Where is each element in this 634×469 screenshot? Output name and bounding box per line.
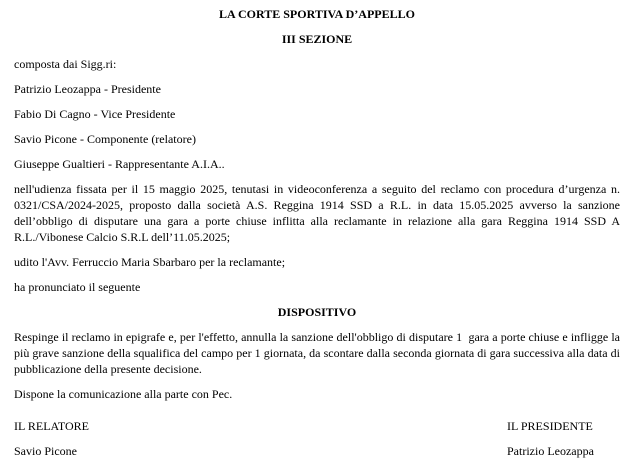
signature-roles-row [14,418,620,434]
signature-names-row [14,443,620,459]
member-line-rappresentante-aia: Giuseppe Gualtieri - Rappresentante A.I.A.. [14,157,225,171]
document-title: LA CORTE SPORTIVA D’APPELLO [219,7,415,21]
member-line-vice-presidente: Fabio Di Cagno - Vice Presidente [14,107,176,121]
hearing-paragraph: nell'udienza fissata per il 15 maggio 2025, tenutasi in videoconferenza a seguito del reclamo con procedura d’urgenza n. 0321/CSA/2024-2025, proposto dalla società A.S. Reggina 1914 SSD a R.L. in data 15.05.2025 avverso la sanzione dell’obbligo di disputare una gara a porte chiuse inflitta alla reclamante in relazione alla gara Reggina 1914 SSD A R.L./Vibonese Calcio S.R.L dell’11.05.2025; [14,182,623,244]
section-heading: III SEZIONE [281,32,353,46]
relatore-role-label: IL RELATORE [14,419,89,433]
heard-counsel-line: udito l'Avv. Ferruccio Maria Sbarbaro per la reclamante; [14,255,286,269]
dispositivo-heading: DISPOSITIVO [277,305,357,319]
presidente-name: Patrizio Leozappa [507,444,594,458]
member-line-componente: Savio Picone - Componente (relatore) [14,132,196,146]
dispositivo-paragraph: Respinge il reclamo in epigrafe e, per l'effetto, annulla la sanzione dell'obbligo di disputare 1 gara a porte chiuse e infligge la più grave sanzione della squalifica del campo per 1 giornata, da scontare dalla seconda giornata di gara successiva alla data di pubblicazione della presente decisione. [14,330,623,376]
member-line-presidente: Patrizio Leozappa - Presidente [14,82,161,96]
relatore-name: Savio Picone [14,444,77,458]
pec-notice-line: Dispone la comunicazione alla parte con Pec. [14,387,233,401]
presidente-role-label: IL PRESIDENTE [507,419,593,433]
pronounce-line: ha pronunciato il seguente [14,280,141,294]
composition-intro: composta dai Sigg.ri: [14,57,117,71]
